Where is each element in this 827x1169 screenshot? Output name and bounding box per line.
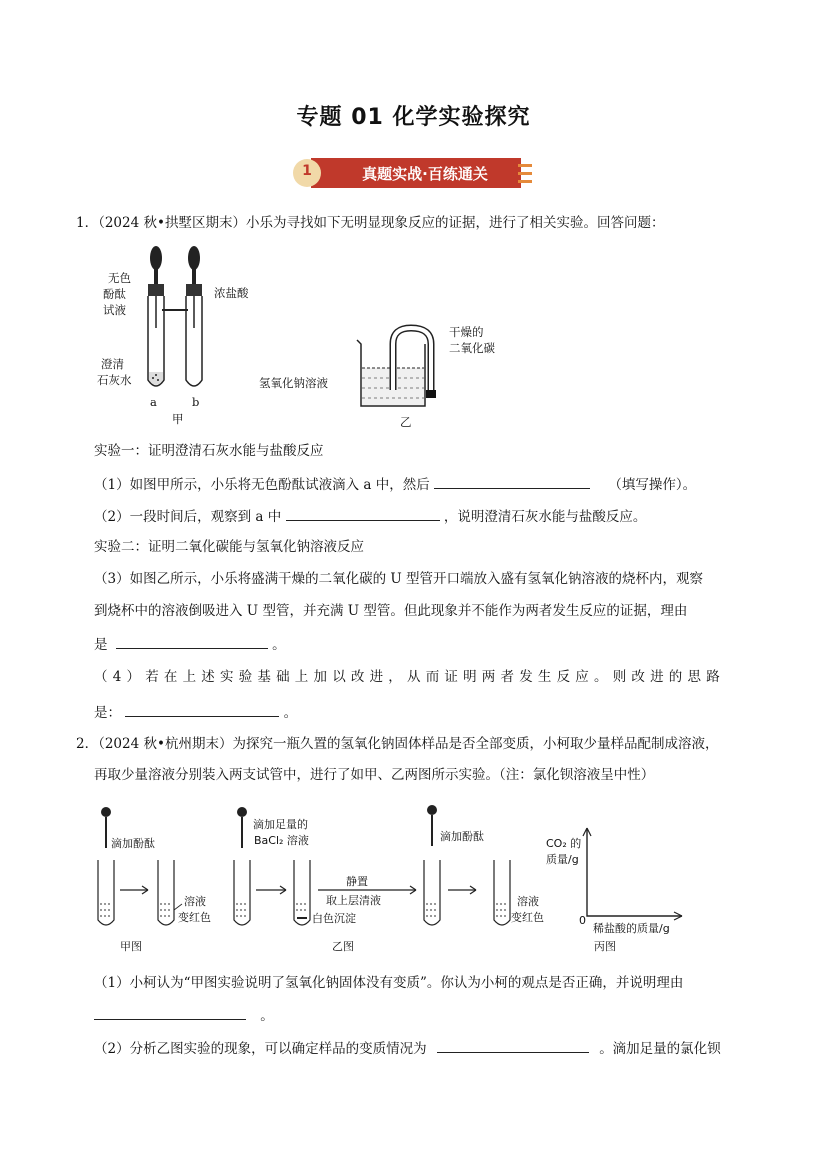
q1-intro: 1．（2024 秋•拱墅区期末）小乐为寻找如下无明显现象反应的证据，进行了相关实验。回答问题： xyxy=(76,215,665,231)
q1-p3-answer-blank[interactable] xyxy=(116,633,268,649)
q2-yi-result-1: 溶液 xyxy=(517,895,539,908)
q1-p2-answer-blank[interactable] xyxy=(286,505,440,521)
q1-p3-before: 是 xyxy=(94,637,108,653)
q1-p3-after: 。 xyxy=(272,637,286,653)
q2-jia-caption: 甲图 xyxy=(120,940,142,953)
q2-yi-precip: 白色沉淀 xyxy=(312,912,356,925)
q1-p4-line2 xyxy=(94,701,297,723)
q1-p3-line2: 到烧杯中的溶液倒吸进入 U 型管，并充满 U 型管。但此现象并不能作为两者发生反应的证据，理由 xyxy=(94,603,688,619)
q2-p1-after: 。 xyxy=(260,1008,274,1024)
q1-figure-yi-diagram xyxy=(355,320,445,410)
q1-jia-tube-b: b xyxy=(192,395,200,409)
q1-jia-label-5: 石灰水 xyxy=(97,373,132,387)
q2-p2 xyxy=(94,1037,721,1059)
q2-bing-origin: 0 xyxy=(579,914,586,927)
q1-figure-jia-diagram xyxy=(140,240,230,400)
q2-yi-step-2: 取上层清液 xyxy=(326,894,381,907)
q1-p2-after: ，说明澄清石灰水能与盐酸反应。 xyxy=(443,509,647,525)
q1-jia-label-1: 无色 xyxy=(108,271,131,285)
q2-bing-ylabel-1: CO₂ 的 xyxy=(546,837,582,850)
q1-exp2-title: 实验二：证明二氧化碳能与氢氧化钠溶液反应 xyxy=(94,539,364,555)
q2-jia-result-1: 溶液 xyxy=(184,895,206,908)
q1-jia-label-4: 澄清 xyxy=(101,357,124,371)
q1-yi-co2-label-1: 干燥的 xyxy=(449,325,484,339)
q2-p2-before: （2）分析乙图实验的现象，可以确定样品的变质情况为 xyxy=(94,1041,427,1057)
section-badge-text: 真题实战·百练通关 xyxy=(362,165,488,183)
q2-bing-caption: 丙图 xyxy=(594,940,616,953)
q1-p4-after: 。 xyxy=(283,705,298,721)
q2-intro-line1: 2．（2024 秋•杭州期末）为探究一瓶久置的氢氧化钠固体样品是否全部变质，小柯取少量样品配制成溶液， xyxy=(76,736,719,752)
q1-p3-line1: （3）如图乙所示，小乐将盛满干燥的二氧化碳的 U 型管开口端放入盛有氢氧化钠溶液的烧杯内，观察 xyxy=(94,571,704,587)
q1-p4-answer-blank[interactable] xyxy=(125,701,279,717)
q1-exp1-title: 实验一：证明澄清石灰水能与盐酸反应 xyxy=(94,443,324,459)
q2-yi-step-1: 静置 xyxy=(346,875,368,888)
q2-bing-xlabel: 稀盐酸的质量/g xyxy=(593,922,670,935)
q2-yi-result-2: 变红色 xyxy=(511,911,544,924)
q2-p1-line1: （1）小柯认为“甲图实验说明了氢氧化钠固体没有变质”。你认为小柯的观点是否正确，并说明理由 xyxy=(94,975,684,991)
page-title: 专题 01 化学实验探究 xyxy=(296,105,531,130)
q1-p2 xyxy=(94,505,646,527)
q2-yi-drop2: 滴加酚酞 xyxy=(440,830,484,843)
q2-intro-line2: 再取少量溶液分别装入两支试管中，进行了如甲、乙两图所示实验。（注：氯化钡溶液呈中性） xyxy=(94,767,655,783)
q1-p3-line3 xyxy=(94,633,286,655)
q2-yi-drop-2: BaCl₂ 溶液 xyxy=(254,834,309,847)
q1-p2-before: （2）一段时间后，观察到 a 中 xyxy=(94,509,282,525)
q2-yi-drop-1: 滴加足量的 xyxy=(253,818,308,831)
q1-p1 xyxy=(94,473,696,495)
q2-yi-caption: 乙图 xyxy=(332,940,354,953)
q1-yi-caption: 乙 xyxy=(400,415,412,429)
q1-p4-before: 是： xyxy=(94,705,121,721)
q1-jia-tube-a: a xyxy=(150,395,157,409)
q1-p1-before: （1）如图甲所示，小乐将无色酚酞试液滴入 a 中，然后 xyxy=(94,477,430,493)
section-badge-number: 1 xyxy=(302,163,312,179)
q2-p2-answer-blank[interactable] xyxy=(437,1037,589,1053)
q2-bing-ylabel-2: 质量/g xyxy=(546,853,579,866)
q1-jia-label-2: 酚酞 xyxy=(103,287,126,301)
q1-yi-co2-label-2: 二氧化碳 xyxy=(449,341,495,355)
q1-jia-label-hcl: 浓盐酸 xyxy=(214,286,249,300)
q1-p4-line1: （4）若在上述实验基础上加以改进，从而证明两者发生反应。则改进的思路 xyxy=(94,669,725,685)
q1-p1-after: （填写操作）。 xyxy=(608,477,697,493)
q2-p1-answer-blank[interactable] xyxy=(94,1004,246,1020)
q2-p1-line2 xyxy=(94,1004,274,1026)
q1-jia-label-3: 试液 xyxy=(103,303,126,317)
q1-p1-answer-blank[interactable] xyxy=(434,473,590,489)
q2-jia-result-2: 变红色 xyxy=(178,911,211,924)
q2-p2-after: 。滴加足量的氯化钡 xyxy=(599,1041,721,1057)
q1-yi-naoh-label: 氢氧化钠溶液 xyxy=(259,376,328,390)
q1-jia-caption: 甲 xyxy=(172,412,184,426)
q2-jia-drop-label: 滴加酚酞 xyxy=(111,837,155,850)
